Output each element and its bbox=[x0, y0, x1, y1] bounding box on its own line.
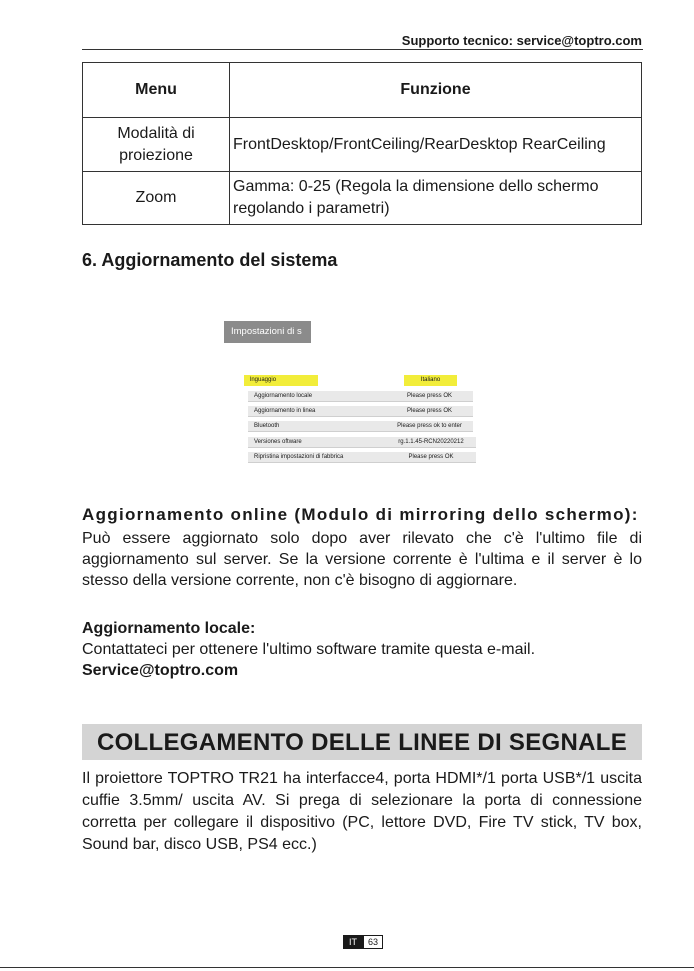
menu-function-table bbox=[82, 62, 642, 225]
local-update-text: Contattateci per ottenere l'ultimo software tramite questa e-mail. bbox=[82, 641, 536, 658]
settings-tab-label: Impostazioni di s bbox=[224, 321, 311, 343]
connection-text: Il proiettore TOPTRO TR21 ha interfacce4, porta HDMI*/1 porta USB*/1 uscita cuffie 3.5mm/ uscita AV. Si prega di selezionare la porta di connessione corretta per collegare il dispositivo (PC, lettore DVD, Fire TV stick, TV box, Sound bar, disco USB, PS4 ecc.) bbox=[82, 770, 642, 853]
footer-rule bbox=[0, 967, 694, 968]
settings-row-value: Please press ok to enter bbox=[386, 421, 473, 432]
settings-row-label: Ripristina impostazioni di fabbrica bbox=[248, 452, 388, 463]
table-header-row bbox=[83, 63, 642, 118]
table-row bbox=[83, 172, 642, 225]
online-update-title: Aggiornamento online (Modulo di mirroring dello schermo): bbox=[82, 505, 639, 524]
settings-row-value: rg.1.1.45-RCN20220212 bbox=[386, 437, 476, 448]
settings-row-label: lnguaggio bbox=[244, 375, 318, 386]
column-header-menu: Menu bbox=[83, 63, 230, 118]
settings-row-value: Please press OK bbox=[386, 452, 476, 463]
local-update-title: Aggiornamento locale: bbox=[82, 620, 256, 637]
column-header-function: Funzione bbox=[230, 63, 642, 118]
settings-row-value: Italiano bbox=[404, 375, 457, 386]
table-cell-function: FrontDesktop/FrontCeiling/RearDesktop RearCeiling bbox=[230, 118, 642, 172]
settings-row-label: Bluetooth bbox=[248, 421, 388, 432]
settings-row-value: Please press OK bbox=[386, 406, 473, 417]
signal-lines-banner: COLLEGAMENTO DELLE LINEE DI SEGNALE bbox=[82, 724, 642, 760]
support-contact: Supporto tecnico: service@toptro.com bbox=[401, 33, 642, 48]
settings-row-label: Aggiornamento in linea bbox=[248, 406, 388, 417]
settings-row-label: Aggiornamento locale bbox=[248, 391, 388, 402]
support-email[interactable]: Service@toptro.com bbox=[82, 662, 239, 679]
table-cell-menu: Zoom bbox=[83, 172, 230, 225]
table-cell-function: Gamma: 0-25 (Regola la dimensione dello schermo regolando i parametri) bbox=[230, 172, 642, 225]
section-title-system-update: 6. Aggiornamento del sistema bbox=[82, 250, 338, 270]
settings-row-label: Versiones oftware bbox=[248, 437, 388, 448]
table-row bbox=[83, 118, 642, 172]
page-number: 63 bbox=[363, 935, 383, 949]
language-badge: IT bbox=[343, 935, 363, 949]
header-rule bbox=[82, 49, 643, 50]
settings-row-value: Please press OK bbox=[386, 391, 473, 402]
table-cell-menu: Modalità di proiezione bbox=[83, 118, 230, 172]
online-update-text: Può essere aggiornato solo dopo aver rilevato che c'è l'ultimo file di aggiornamento sul server. Se la versione corrente è l'ultima e il server è lo stesso della versione corrente, non c'è bisogno di aggiornare. bbox=[82, 530, 642, 589]
